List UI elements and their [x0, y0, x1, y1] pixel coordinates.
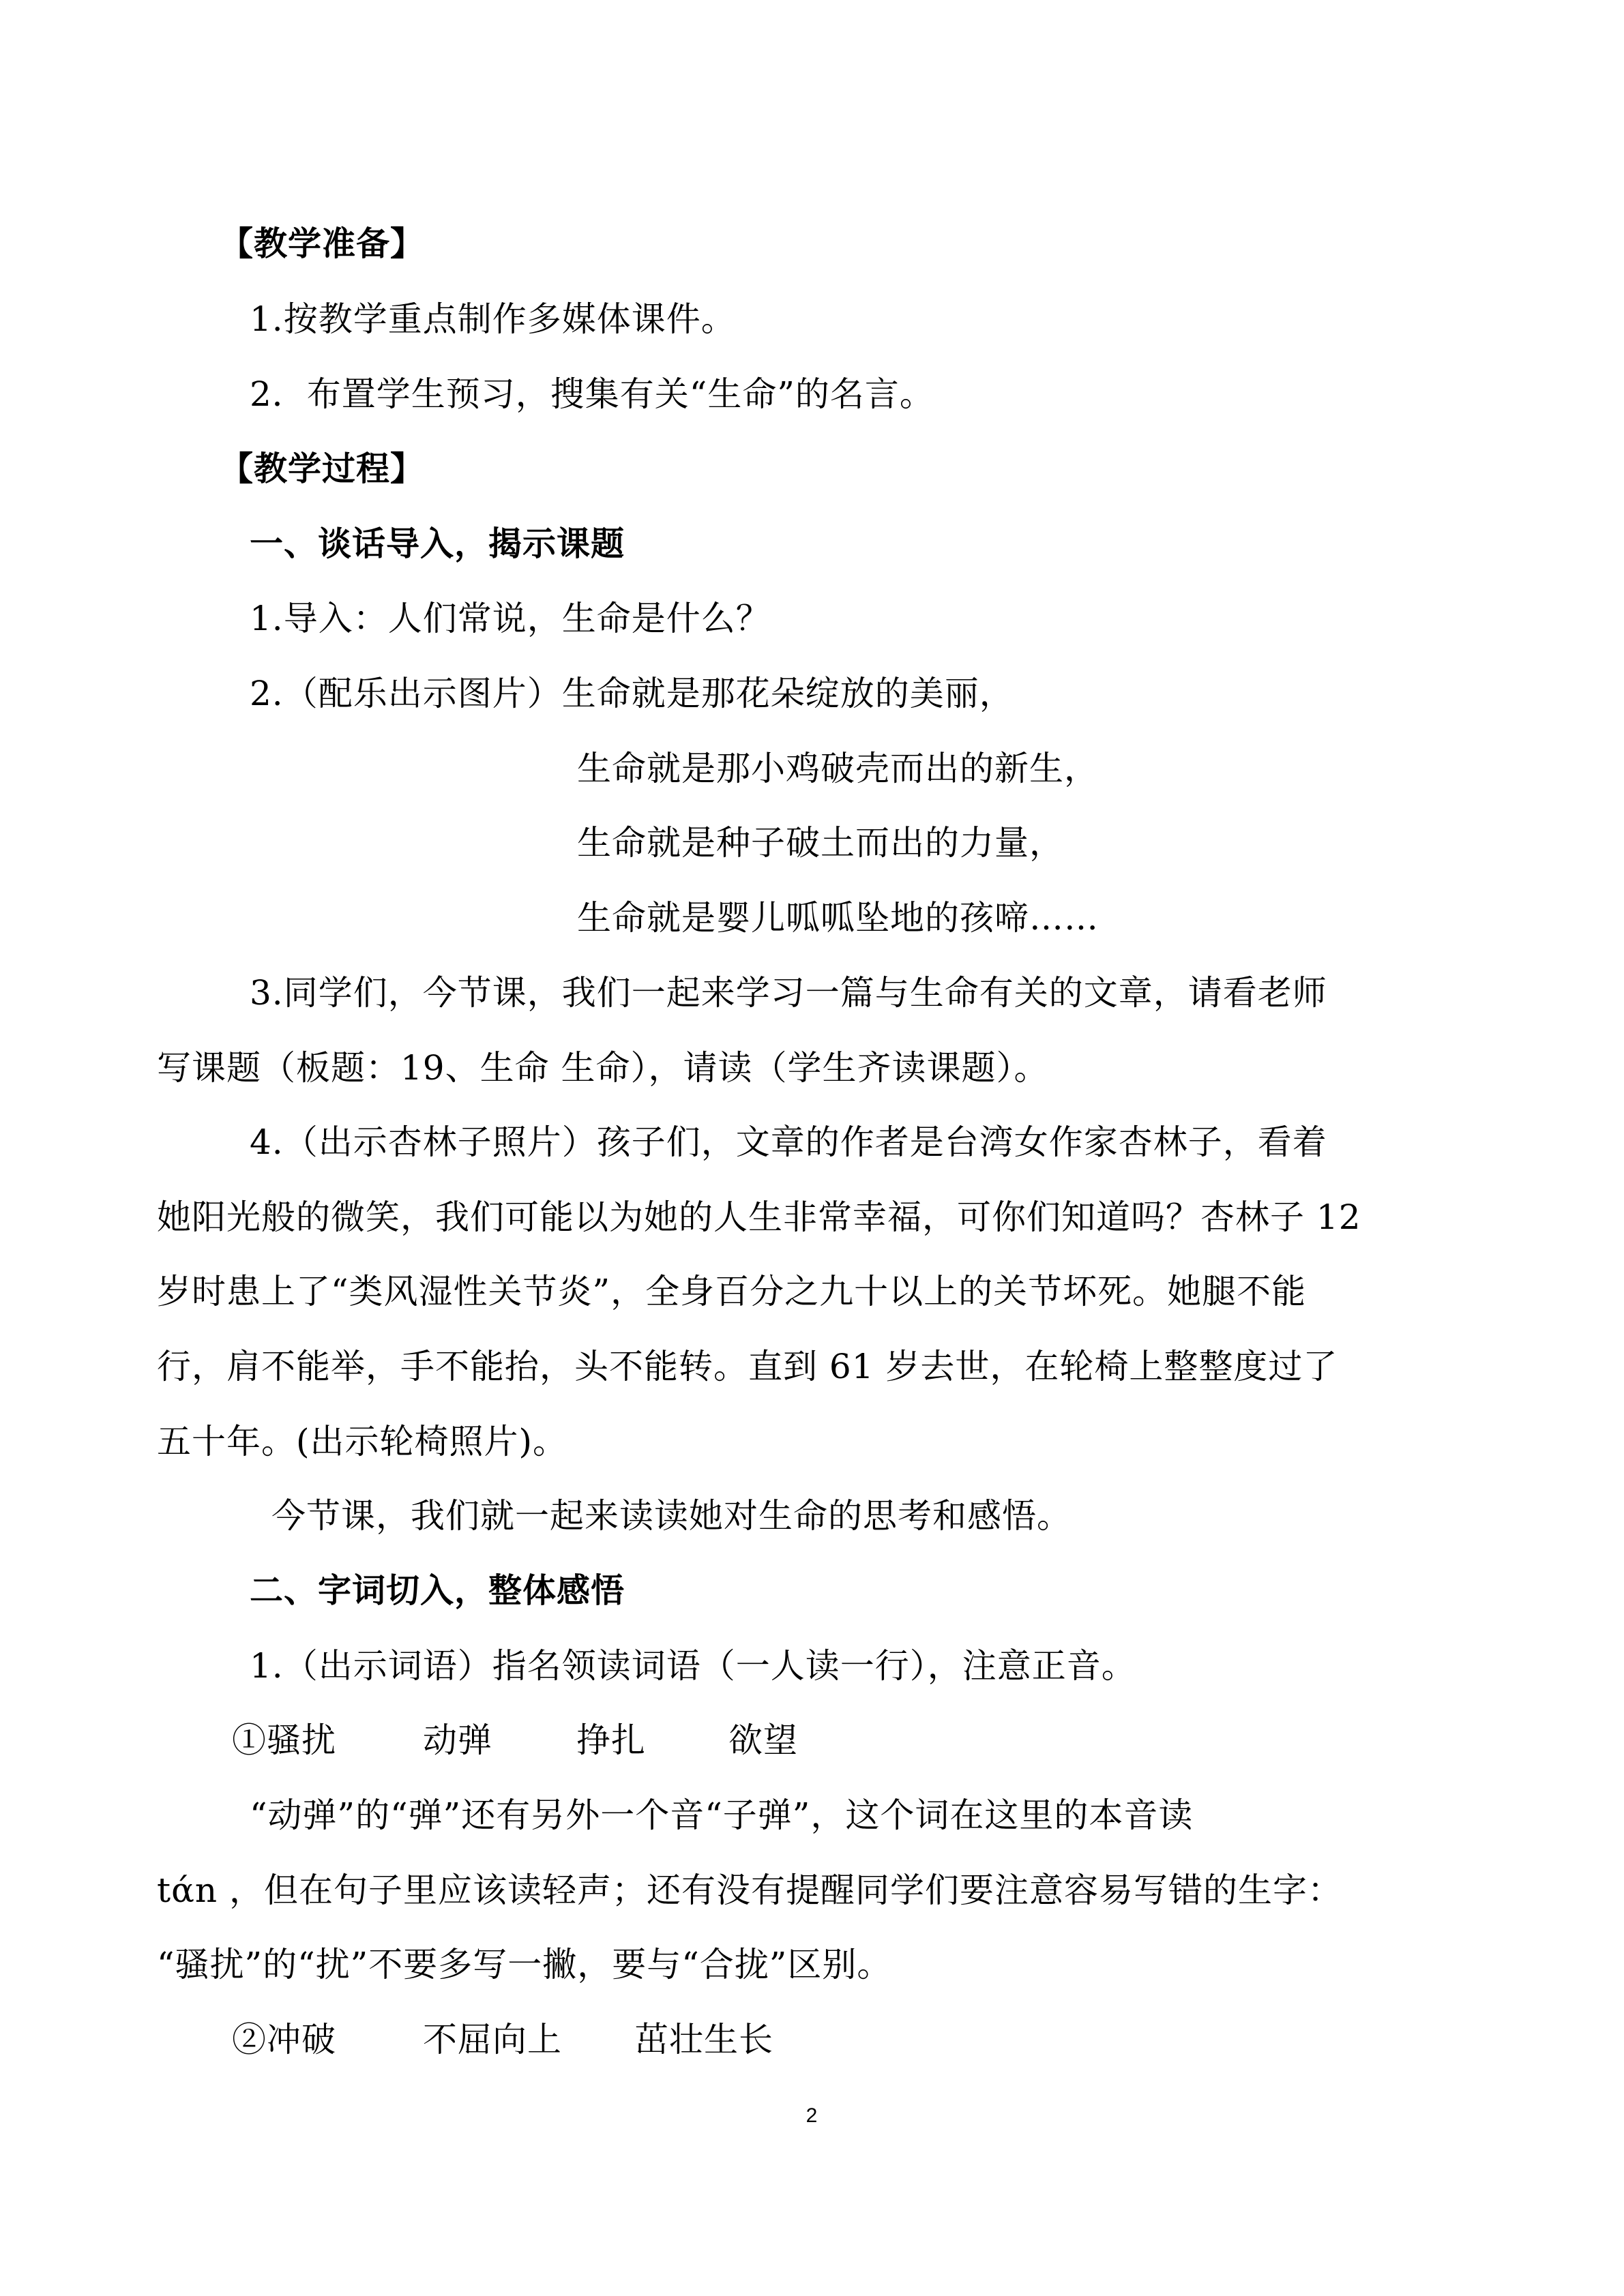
part1-item-3-line-1: 3.同学们，今节课，我们一起来学习一篇与生命有关的文章，请看老师	[250, 973, 1327, 1013]
word-list-2-item-3: 茁壮生长	[634, 2020, 773, 2059]
part1-verse-4: 生命就是婴儿呱呱坠地的孩啼……	[577, 898, 1099, 938]
word-list-1-item-3: 挣扎	[576, 1720, 646, 1760]
prep-item-1: 1.按教学重点制作多媒体课件。	[250, 299, 736, 339]
part1-item-4-line-3: 岁时患上了“类风湿性关节炎”，全身百分之九十以上的关节坏死。她腿不能	[157, 1272, 1307, 1311]
part1-item-2: 2.（配乐出示图片）生命就是那花朵绽放的美丽，	[250, 674, 1014, 713]
part1-verse-2: 生命就是那小鸡破壳而出的新生，	[577, 749, 1099, 788]
part2-note-line-3: “骚扰”的“扰”不要多写一撇，要与“合拢”区别。	[157, 1945, 892, 1984]
part1-item-4-line-1: 4.（出示杏林子照片）孩子们，文章的作者是台湾女作家杏林子，看着	[250, 1122, 1327, 1162]
page-number: 2	[806, 2104, 818, 2127]
word-list-2-item-2: 不屈向上	[423, 2020, 562, 2059]
part1-item-4-line-4: 行，肩不能举，手不能抬，头不能转。直到 61 岁去世，在轮椅上整整度过了	[157, 1347, 1338, 1386]
prep-item-2: 2．布置学生预习，搜集有关“生命”的名言。	[250, 374, 934, 414]
word-list-2-item-1: ②冲破	[232, 2020, 336, 2059]
part2-note-line-1: “动弹”的“弹”还有另外一个音“子弹”，这个词在这里的本音读	[250, 1795, 1194, 1835]
part1-item-4-line-5: 五十年。(出示轮椅照片)。	[157, 1422, 568, 1461]
part1-verse-3: 生命就是种子破土而出的力量，	[577, 823, 1064, 863]
part2-heading: 二、字词切入，整体感悟	[250, 1571, 625, 1610]
part2-item-1: 1.（出示词语）指名领读词语（一人读一行），注意正音。	[250, 1646, 1136, 1686]
section-heading-teaching-process: 【教学过程】	[220, 449, 425, 488]
part1-heading: 一、谈话导入，揭示课题	[250, 524, 625, 563]
word-list-1-item-4: 欲望	[728, 1720, 798, 1760]
word-list-1-item-2: 动弹	[423, 1720, 492, 1760]
part1-closing: 今节课，我们就一起来读读她对生命的思考和感悟。	[271, 1496, 1072, 1536]
section-heading-teaching-prep: 【教学准备】	[220, 224, 425, 263]
part2-note-line-2: tάn ，但在句子里应该读轻声；还有没有提醒同学们要注意容易写错的生字：	[157, 1870, 1342, 1910]
part1-item-1: 1.导入：人们常说，生命是什么？	[250, 599, 771, 638]
word-list-1-item-1: ①骚扰	[232, 1720, 336, 1760]
part1-item-4-line-2: 她阳光般的微笑，我们可能以为她的人生非常幸福，可你们知道吗？杏林子 12	[157, 1197, 1361, 1237]
part1-item-3-line-2: 写课题（板题：19、生命 生命），请读（学生齐读课题）。	[157, 1048, 1049, 1088]
